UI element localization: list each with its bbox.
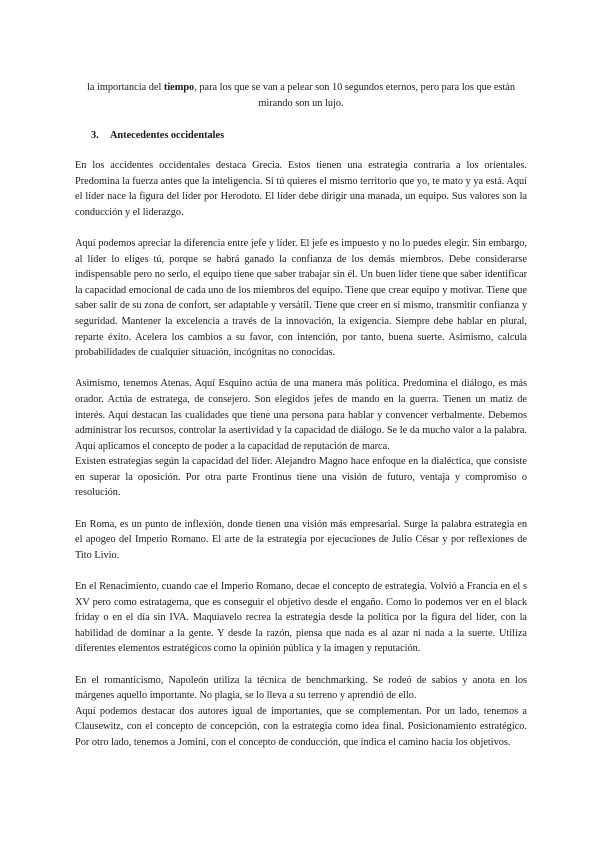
section-title: Antecedentes occidentales — [110, 130, 225, 141]
intro-paragraph — [75, 80, 527, 111]
paragraph-roma: En Roma, es un punto de inflexión, donde tienen una visión más empresarial. Surge la palabra estrategia en el apogeo del Imperio Romano. El arte de la estrategia por ejecuciones de Julio César y por reflexiones de Tito Livio. — [75, 518, 527, 561]
intro-bold-word: tiempo — [163, 82, 195, 94]
paragraph-atenas: Asimismo, tenemos Atenas. Aquí Esquino actúa de una manera más política. Predomina el diálogo, es más orador. Actúa de estratega, de consejero. Son elegidos jefes de mando en la guerra. Tienen un matiz de interés. Aquí destacan las cualidades que tiene una persona para hablar y convencer verbalmente. Debemos administrar los recursos, controlar la asertividad y la capacidad de diálogo. Se le da mucho valor a la palabra. Aquí aplicamos el concepto de poder a la capacidad de reputación de marca. — [75, 378, 527, 452]
paragraph-romanticismo: En el romanticismo, Napoleón utiliza la técnica de benchmarking. Se rodeó de sabios y anota en los márgenes aquello importante. No plagia, se lo lleva a su terreno y aprendió de ello. — [75, 674, 527, 702]
intro-text-end: , para los que se van a pelear son 10 segundos eternos, pero para los que están mirando son un lujo. — [194, 82, 516, 109]
intro-text-start: la importancia del — [86, 82, 164, 94]
section-number: 3. — [91, 130, 99, 141]
paragraph-jefe-lider: Aquí podemos apreciar la diferencia entre jefe y líder. El jefe es impuesto y no lo puedes elegir. Sin embargo, al líder lo eliges tú, porque se habrá ganado la confianza de los demás miembros. Debe considerarse indispensable pero no serlo, el equipo tiene que saber trabajar sin él. Un buen líder tiene que saber identificar la capacidad emocional de cada uno de los miembros del equipo. Tiene que crear equipo y motivar. Tiene que saber salir de su zona de confort, ser adaptable y versátil. Tiene que creer en sí mismo, transmitir confianza y seguridad. Mantener la excelencia a través de la innovación, la exigencia. Siempre debe hablar en plural, reparte éxito. Acelera los cambios a su favor, con intención, por tanto, buena suerte. Asimismo, calcula probabilidades de cualquier situación, incógnitas no conocidas. — [75, 237, 527, 359]
section-heading — [91, 128, 224, 144]
paragraph-clausewitz-jomini: Aquí podemos destacar dos autores igual de importantes, que se complementan. Por un lado, tenemos a Clausewitz, con el concepto de concepción, con la estrategia como idea final. Posicionamiento estratégico. Por otro lado, tenemos a Jomini, con el concepto de conducción, que indica el camino hacia los objetivos. — [75, 705, 527, 748]
section-body — [75, 158, 527, 751]
paragraph-grecia: En los accidentes occidentales destaca Grecia. Estos tienen una estrategia contraria a los orientales. Predomina la fuerza antes que la inteligencia. Si tú quieres el mismo territorio que yo, te mato y ya está. Aquí el líder nace la figura del líder por Herodoto. El líder debe dirigir una manada, un equipo. Sus valores son la conducción y el liderazgo. — [75, 160, 527, 218]
paragraph-renacimiento: En el Renacimiento, cuando cae el Imperio Romano, decae el concepto de estrategia. Volvió a Francia en el s XV pero como estratagema, que es conseguir el objetivo desde el engaño. Como lo podemos ver en el black friday o en el día sin IVA. Maquiavelo recrea la estrategia desde la política por la figura del líder, con la habilidad de dominar a la gente. Y desde la razón, piensa que nada es al azar ni nada a la suerte. Utiliza diferentes elementos estratégicos como la opinión pública y la imagen y reputación. — [75, 581, 527, 655]
paragraph-estrategias-lider: Existen estrategias según la capacidad del líder. Alejandro Magno hace enfoque en la dialéctica, que consiste en superar la oposición. Por otra parte Frontinus tiene una visión de futuro, ventaja y compromiso o resolución. — [75, 456, 527, 499]
